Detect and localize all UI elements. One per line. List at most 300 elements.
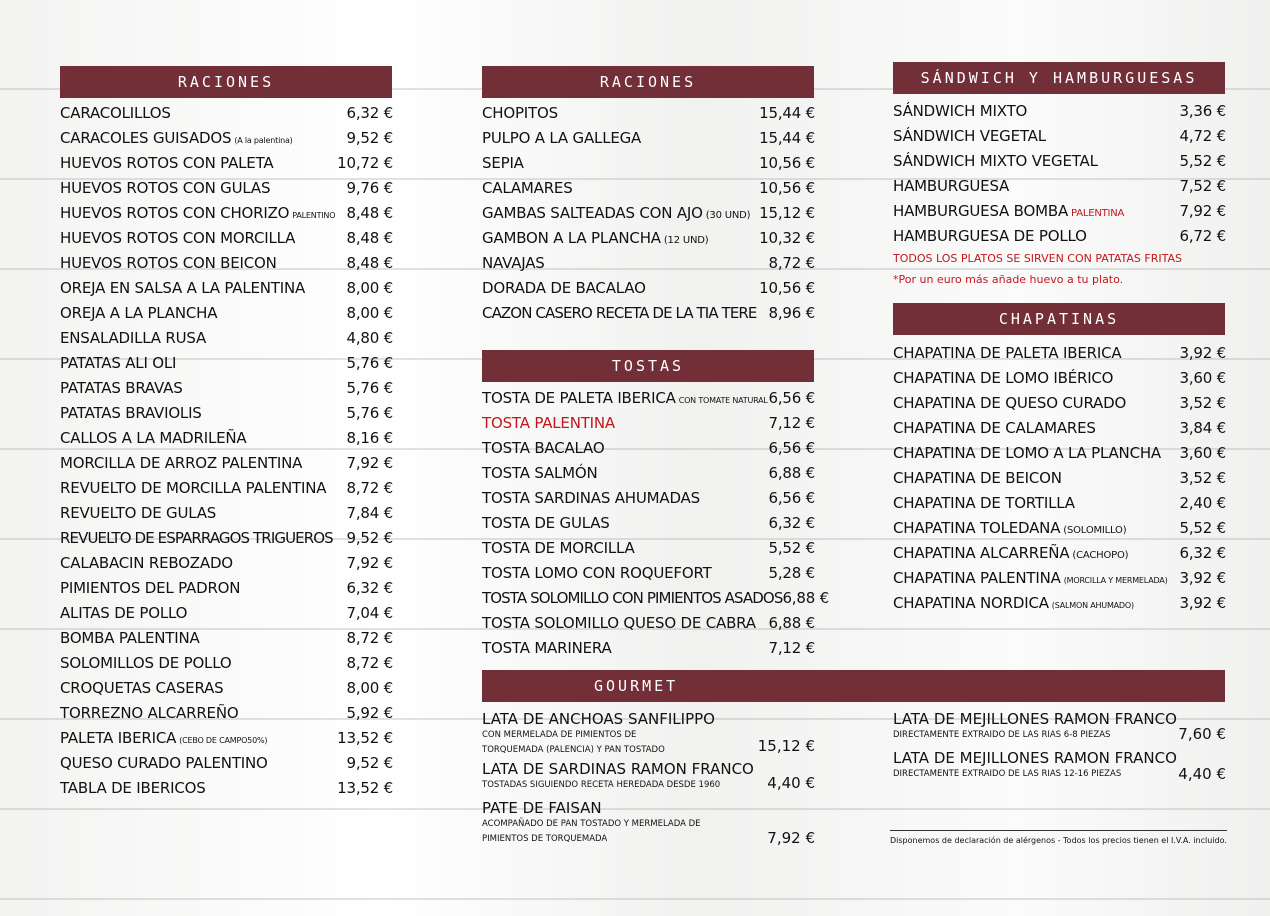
- menu-item: [482, 275, 815, 300]
- gourmet-item-desc: CON MERMELADA DE PIMIENTOS DE TORQUEMADA (PALENCIA) Y PAN TOSTADO: [482, 730, 665, 755]
- menu-item-name-wrap: [60, 404, 202, 422]
- menu-item-name: TOSTA MARINERA: [482, 638, 612, 657]
- menu-item-price: 9,52 €: [346, 528, 393, 547]
- gourmet-item: [482, 799, 815, 851]
- menu-item-name-wrap: [893, 444, 1161, 462]
- menu-item: [60, 125, 393, 150]
- menu-item: [60, 300, 393, 325]
- menu-item-name-wrap: [482, 304, 757, 322]
- menu-item-name-wrap: [60, 679, 223, 697]
- menu-item-name-wrap: [893, 102, 1027, 120]
- menu-item-name-wrap: [60, 554, 233, 572]
- menu-item-name: HUEVOS ROTOS CON BEICON: [60, 253, 277, 272]
- menu-item-name-wrap: [482, 389, 768, 407]
- menu-item-name-wrap: [60, 704, 238, 722]
- menu-item-price: 3,92 €: [1179, 568, 1226, 587]
- gourmet-item-desc: ACOMPAÑADO DE PAN TOSTADO Y MERMELADA DE PIMIENTOS DE TORQUEMADA: [482, 819, 701, 844]
- menu-item-name: TOSTA PALENTINA: [482, 413, 615, 432]
- menu-item-name-wrap: [893, 544, 1128, 562]
- sandwich-list: [893, 98, 1226, 248]
- menu-item: [893, 123, 1226, 148]
- menu-item-name: TOSTA DE PALETA IBERICA: [482, 388, 676, 407]
- menu-item-name-wrap: [482, 539, 635, 557]
- menu-item-name: HAMBURGUESA BOMBA: [893, 201, 1069, 220]
- menu-item-price: 8,72 €: [346, 628, 393, 647]
- menu-item-name: TOSTA BACALAO: [482, 438, 605, 457]
- tostas-list: [482, 385, 829, 660]
- menu-item: [60, 475, 393, 500]
- menu-item-name: OREJA EN SALSA A LA PALENTINA: [60, 278, 306, 297]
- menu-item-name-wrap: [482, 179, 573, 197]
- menu-item: [60, 525, 393, 550]
- menu-item-name: GAMBON A LA PLANCHA: [482, 228, 661, 247]
- menu-item-price: 7,84 €: [346, 503, 393, 522]
- menu-item-name: OREJA A LA PLANCHA: [60, 303, 218, 322]
- menu-item: [60, 200, 393, 225]
- section-header-raciones-1: RACIONES: [60, 66, 392, 98]
- menu-item: [482, 635, 815, 660]
- menu-item-name: CHAPATINA PALENTINA: [893, 568, 1061, 587]
- menu-item: [60, 750, 393, 775]
- menu-item-note: PALENTINO: [292, 210, 336, 220]
- menu-item-name: TOSTA SALMÓN: [482, 463, 598, 482]
- menu-item: [60, 650, 393, 675]
- menu-item-name-wrap: [893, 127, 1046, 145]
- menu-item-price: 8,72 €: [768, 253, 815, 272]
- menu-item-name-wrap: [482, 254, 545, 272]
- gourmet-item: [893, 710, 1226, 744]
- menu-item-name: CHAPATINA TOLEDANA: [893, 518, 1061, 537]
- menu-item-price: 3,52 €: [1179, 468, 1226, 487]
- gourmet-item-price: 4,40 €: [1178, 765, 1226, 783]
- menu-item-name: CHAPATINA DE QUESO CURADO: [893, 393, 1127, 412]
- menu-item: [60, 325, 393, 350]
- menu-item: [893, 465, 1226, 490]
- menu-item-price: 10,72 €: [337, 153, 393, 172]
- menu-item-price: 9,76 €: [346, 178, 393, 197]
- menu-item-name: TORREZNO ALCARREÑO: [60, 703, 239, 722]
- menu-item-price: 3,36 €: [1179, 101, 1226, 120]
- gourmet-item-price: 7,92 €: [767, 829, 815, 847]
- menu-item-price: 6,88 €: [768, 613, 815, 632]
- raciones-2-list: [482, 100, 815, 325]
- menu-item-name: SEPIA: [482, 153, 524, 172]
- menu-item-note: (MORCILLA Y MERMELADA): [1063, 575, 1168, 585]
- menu-item-name-wrap: [60, 604, 187, 622]
- menu-item-price: 10,32 €: [759, 228, 815, 247]
- menu-item-name: CHAPATINA ALCARREÑA: [893, 543, 1070, 562]
- menu-item-name-wrap: [60, 279, 305, 297]
- menu-item-price: 5,76 €: [346, 378, 393, 397]
- menu-item-price: 6,56 €: [768, 488, 815, 507]
- menu-item-name-wrap: [60, 179, 270, 197]
- menu-item: [482, 100, 815, 125]
- menu-item-name-wrap: [60, 354, 176, 372]
- menu-item: [482, 150, 815, 175]
- menu-item-name: GAMBAS SALTEADAS CON AJO: [482, 203, 703, 222]
- menu-item-name: HUEVOS ROTOS CON PALETA: [60, 153, 274, 172]
- menu-item-price: 9,52 €: [346, 128, 393, 147]
- menu-item-name: HUEVOS ROTOS CON GULAS: [60, 178, 271, 197]
- menu-item-name-wrap: [60, 504, 216, 522]
- menu-item-price: 8,00 €: [346, 303, 393, 322]
- section-header-gourmet: [482, 670, 1225, 702]
- menu-item-name: CHAPATINA DE PALETA IBERICA: [893, 343, 1122, 362]
- menu-item: [60, 600, 393, 625]
- menu-item-name: CALAMARES: [482, 178, 573, 197]
- menu-item: [482, 560, 815, 585]
- menu-item-price: 8,96 €: [768, 303, 815, 322]
- menu-item: [60, 375, 393, 400]
- menu-item: [60, 350, 393, 375]
- menu-item-price: 10,56 €: [759, 178, 815, 197]
- menu-item-price: 5,52 €: [768, 538, 815, 557]
- menu-item-price: 6,32 €: [346, 578, 393, 597]
- menu-item-price: 9,52 €: [346, 753, 393, 772]
- menu-item-name-wrap: [893, 344, 1121, 362]
- menu-item-name-wrap: [482, 279, 646, 297]
- menu-item-price: 8,16 €: [346, 428, 393, 447]
- menu-item-price: 3,60 €: [1179, 368, 1226, 387]
- menu-item: [482, 250, 815, 275]
- menu-item-name: PATATAS ALI OLI: [60, 353, 177, 372]
- gourmet-item-name: PATE DE FAISAN: [482, 799, 602, 817]
- gourmet-item-desc: DIRECTAMENTE EXTRAIDO DE LAS RIAS 12-16 PIEZAS: [893, 769, 1122, 779]
- menu-item-price: 5,92 €: [346, 703, 393, 722]
- menu-item: [893, 515, 1226, 540]
- menu-item-price: 6,72 €: [1179, 226, 1226, 245]
- menu-item-name: HUEVOS ROTOS CON CHORIZO: [60, 203, 290, 222]
- menu-item-name-wrap: [60, 479, 326, 497]
- menu-item-price: 5,76 €: [346, 353, 393, 372]
- menu-item-name: NAVAJAS: [482, 253, 545, 272]
- menu-item-note: PALENTINA: [1071, 207, 1125, 219]
- menu-item-name: PATATAS BRAVIOLIS: [60, 403, 202, 422]
- raciones-1-list: [60, 100, 393, 800]
- menu-item-price: 15,44 €: [759, 103, 815, 122]
- menu-item-price: 4,72 €: [1179, 126, 1226, 145]
- menu-item-name-wrap: [482, 414, 615, 432]
- menu-item-price: 7,12 €: [768, 638, 815, 657]
- menu-item-name-wrap: [893, 594, 1134, 612]
- menu-item-name: HUEVOS ROTOS CON MORCILLA: [60, 228, 296, 247]
- section-header-raciones-2: RACIONES: [482, 66, 814, 98]
- menu-item-name-wrap: [482, 204, 750, 222]
- menu-item-name-wrap: [893, 369, 1113, 387]
- menu-item-name: CALABACIN REBOZADO: [60, 553, 233, 572]
- menu-item-name-wrap: [893, 177, 1009, 195]
- menu-item-name: SÁNDWICH MIXTO: [893, 101, 1028, 120]
- menu-item: [893, 490, 1226, 515]
- menu-item-note: (SOLOMILLO): [1063, 524, 1127, 536]
- menu-item: [893, 223, 1226, 248]
- menu-item-name: HAMBURGUESA: [893, 176, 1010, 195]
- menu-item-name: CARACOLES GUISADOS: [60, 128, 232, 147]
- gourmet-item-price: 4,40 €: [767, 774, 815, 792]
- menu-item-name: CHAPATINA DE BEICON: [893, 468, 1062, 487]
- menu-item-price: 3,60 €: [1179, 443, 1226, 462]
- menu-item-note: (12 UND): [663, 234, 709, 246]
- menu-item-name: TOSTA SARDINAS AHUMADAS: [482, 488, 700, 507]
- menu-item: [60, 625, 393, 650]
- menu-item-name: CHAPATINA DE LOMO A LA PLANCHA: [893, 443, 1161, 462]
- menu-item: [482, 435, 815, 460]
- menu-item-name-wrap: [60, 129, 293, 147]
- menu-item-price: 3,92 €: [1179, 343, 1226, 362]
- menu-item: [60, 700, 393, 725]
- menu-item-name: CARACOLILLOS: [60, 103, 171, 122]
- menu-item: [60, 275, 393, 300]
- menu-item: [60, 250, 393, 275]
- menu-item-name-wrap: [482, 154, 524, 172]
- menu-item-name-wrap: [482, 589, 782, 607]
- menu-item: [482, 175, 815, 200]
- menu-item-name: TOSTA SOLOMILLO QUESO DE CABRA: [482, 613, 756, 632]
- menu-item-price: 6,88 €: [768, 463, 815, 482]
- menu-item-name-wrap: [60, 104, 171, 122]
- menu-item-price: 6,56 €: [768, 388, 815, 407]
- menu-item-name: DORADA DE BACALAO: [482, 278, 646, 297]
- menu-item-price: 13,52 €: [337, 778, 393, 797]
- menu-item: [60, 550, 393, 575]
- menu-item-name-wrap: [60, 754, 268, 772]
- menu-item-note: (CACHOPO): [1072, 549, 1129, 561]
- menu-item-name-wrap: [60, 729, 267, 747]
- menu-item: [482, 585, 829, 610]
- menu-item-name-wrap: [60, 779, 206, 797]
- menu-item-price: 8,00 €: [346, 278, 393, 297]
- gourmet-item-desc: DIRECTAMENTE EXTRAIDO DE LAS RIAS 6-8 PIEZAS: [893, 730, 1111, 740]
- menu-item-name-wrap: [60, 429, 247, 447]
- menu-item: [893, 390, 1226, 415]
- menu-item-name: CHAPATINA DE TORTILLA: [893, 493, 1075, 512]
- menu-item-name-wrap: [60, 379, 183, 397]
- menu-item-price: 6,56 €: [768, 438, 815, 457]
- menu-item-name: ENSALADILLA RUSA: [60, 328, 207, 347]
- gourmet-title: GOURMET: [594, 677, 679, 695]
- menu-item-name: QUESO CURADO PALENTINO: [60, 753, 268, 772]
- menu-item: [482, 610, 815, 635]
- menu-item-price: 10,56 €: [759, 278, 815, 297]
- menu-item-name: BOMBA PALENTINA: [60, 628, 200, 647]
- menu-item-name: CAZON CASERO RECETA DE LA TIA TERE: [482, 303, 757, 322]
- menu-item-name-wrap: [60, 454, 302, 472]
- menu-item-price: 8,48 €: [346, 228, 393, 247]
- menu-item-name-wrap: [482, 104, 558, 122]
- menu-item-name-wrap: [60, 254, 277, 272]
- menu-item-name-wrap: [482, 639, 612, 657]
- menu-item-name-wrap: [893, 394, 1126, 412]
- menu-item: [893, 440, 1226, 465]
- menu-item-name: CROQUETAS CASERAS: [60, 678, 224, 697]
- menu-item-name-wrap: [893, 519, 1126, 537]
- menu-item-price: 8,72 €: [346, 478, 393, 497]
- menu-item-price: 15,12 €: [759, 203, 815, 222]
- chapatinas-list: [893, 340, 1226, 615]
- menu-item-price: 6,32 €: [768, 513, 815, 532]
- gourmet-item-desc: TOSTADAS SIGUIENDO RECETA HEREDADA DESDE 1960: [482, 780, 721, 790]
- menu-item: [893, 565, 1226, 590]
- menu-item-note: (SALMON AHUMADO): [1051, 600, 1134, 610]
- menu-item-name-wrap: [482, 464, 598, 482]
- menu-item: [893, 173, 1226, 198]
- menu-item-note: (A la palentina): [234, 135, 293, 145]
- gourmet-item-name: LATA DE SARDINAS RAMON FRANCO: [482, 760, 754, 778]
- menu-item-price: 8,48 €: [346, 203, 393, 222]
- menu-item-name: CHOPITOS: [482, 103, 558, 122]
- menu-item: [893, 98, 1226, 123]
- menu-item: [482, 535, 815, 560]
- menu-item-price: 8,00 €: [346, 678, 393, 697]
- menu-item-name: CALLOS A LA MADRILEÑA: [60, 428, 247, 447]
- menu-item: [482, 200, 815, 225]
- menu-item-name: HAMBURGUESA DE POLLO: [893, 226, 1087, 245]
- menu-item-name: CHAPATINA DE CALAMARES: [893, 418, 1096, 437]
- menu-item: [60, 150, 393, 175]
- menu-item-name-wrap: [60, 529, 333, 547]
- menu-item-name-wrap: [482, 439, 604, 457]
- menu-item-name: ALITAS DE POLLO: [60, 603, 188, 622]
- gourmet-item-price: 7,60 €: [1178, 725, 1226, 743]
- menu-item-name: PATATAS BRAVAS: [60, 378, 183, 397]
- menu-item-name-wrap: [893, 494, 1075, 512]
- menu-item-name: MORCILLA DE ARROZ PALENTINA: [60, 453, 303, 472]
- menu-item-price: 3,52 €: [1179, 393, 1226, 412]
- menu-item-name: CHAPATINA NORDICA: [893, 593, 1049, 612]
- menu-item-name: TOSTA DE GULAS: [482, 513, 610, 532]
- menu-item-price: 15,44 €: [759, 128, 815, 147]
- gourmet-item: [482, 760, 815, 794]
- menu-item-name: PALETA IBERICA: [60, 728, 177, 747]
- menu-item-name-wrap: [60, 154, 273, 172]
- footer-disclaimer: Disponemos de declaración de alérgenos - Todos los precios tienen el I.V.A. incluido.: [890, 836, 1227, 845]
- menu-item: [482, 225, 815, 250]
- menu-item: [60, 225, 393, 250]
- menu-item-price: 7,04 €: [346, 603, 393, 622]
- sandwich-note-fries: TODOS LOS PLATOS SE SIRVEN CON PATATAS FRITAS: [893, 252, 1182, 265]
- section-header-sandwich: SÁNDWICH Y HAMBURGUESAS: [893, 62, 1225, 94]
- menu-item-name-wrap: [482, 229, 708, 247]
- menu-item-name-wrap: [60, 654, 231, 672]
- menu-item-price: 7,52 €: [1179, 176, 1226, 195]
- menu-item: [482, 460, 815, 485]
- gourmet-item-name: LATA DE ANCHOAS SANFILIPPO: [482, 710, 715, 728]
- gourmet-item: [893, 749, 1226, 783]
- menu-item-name-wrap: [60, 329, 206, 347]
- menu-item-name-wrap: [893, 152, 1098, 170]
- menu-item-name: CHAPATINA DE LOMO IBÉRICO: [893, 368, 1114, 387]
- menu-item: [60, 575, 393, 600]
- menu-item-name: REVUELTO DE ESPARRAGOS TRIGUEROS: [60, 528, 333, 547]
- menu-item-name-wrap: [60, 579, 240, 597]
- gourmet-item: [482, 710, 815, 758]
- menu-item-name: REVUELTO DE MORCILLA PALENTINA: [60, 478, 327, 497]
- menu-item: [893, 340, 1226, 365]
- menu-item: [482, 485, 815, 510]
- menu-item: [60, 725, 393, 750]
- menu-item-name: PIMIENTOS DEL PADRON: [60, 578, 241, 597]
- menu-item-price: 3,92 €: [1179, 593, 1226, 612]
- menu-item-price: 5,52 €: [1179, 151, 1226, 170]
- menu-item-name: SÁNDWICH VEGETAL: [893, 126, 1046, 145]
- menu-item-name: TOSTA LOMO CON ROQUEFORT: [482, 563, 712, 582]
- menu-item-name-wrap: [482, 129, 641, 147]
- sandwich-note-egg: *Por un euro más añade huevo a tu plato.: [893, 273, 1124, 286]
- menu-item-name-wrap: [60, 229, 295, 247]
- menu-item: [60, 175, 393, 200]
- menu-item: [893, 540, 1226, 565]
- menu-item-note: (CEBO DE CAMPO50%): [179, 735, 268, 745]
- menu-item-name: REVUELTO DE GULAS: [60, 503, 217, 522]
- menu-item: [482, 410, 815, 435]
- menu-item-price: 3,84 €: [1179, 418, 1226, 437]
- gourmet-item-price: 15,12 €: [757, 737, 815, 755]
- menu-item-name: PULPO A LA GALLEGA: [482, 128, 642, 147]
- menu-item-price: 10,56 €: [759, 153, 815, 172]
- menu-item-name-wrap: [893, 202, 1124, 220]
- menu-item-price: 2,40 €: [1179, 493, 1226, 512]
- menu-item-name: TABLA DE IBERICOS: [60, 778, 206, 797]
- menu-item-name-wrap: [60, 304, 217, 322]
- menu-item: [893, 415, 1226, 440]
- menu-item-name-wrap: [893, 469, 1062, 487]
- menu-item: [893, 148, 1226, 173]
- menu-item: [893, 365, 1226, 390]
- menu-item-price: 7,92 €: [346, 453, 393, 472]
- menu-item-price: 7,92 €: [346, 553, 393, 572]
- menu-item-price: 8,72 €: [346, 653, 393, 672]
- menu-item-price: 5,28 €: [768, 563, 815, 582]
- menu-item-price: 7,92 €: [1179, 201, 1226, 220]
- menu-item: [482, 385, 815, 410]
- menu-item-price: 6,32 €: [346, 103, 393, 122]
- menu-item-name-wrap: [893, 569, 1168, 587]
- section-header-tostas: TOSTAS: [482, 350, 814, 382]
- menu-item: [60, 100, 393, 125]
- menu-item-name-wrap: [60, 204, 335, 222]
- menu-item: [60, 400, 393, 425]
- menu-item-name-wrap: [482, 514, 610, 532]
- menu-item: [60, 675, 393, 700]
- menu-item-price: 6,32 €: [1179, 543, 1226, 562]
- gourmet-item-name: LATA DE MEJILLONES RAMON FRANCO: [893, 749, 1177, 767]
- menu-item-price: 13,52 €: [337, 728, 393, 747]
- menu-item: [482, 510, 815, 535]
- menu-item-name-wrap: [893, 227, 1087, 245]
- menu-item-name-wrap: [482, 614, 756, 632]
- menu-item-name-wrap: [482, 489, 700, 507]
- section-header-chapatinas: CHAPATINAS: [893, 303, 1225, 335]
- menu-item: [482, 300, 815, 325]
- footer-divider: [890, 830, 1227, 831]
- menu-item: [60, 500, 393, 525]
- menu-item: [893, 590, 1226, 615]
- gourmet-item-name: LATA DE MEJILLONES RAMON FRANCO: [893, 710, 1177, 728]
- menu-item-name-wrap: [482, 564, 712, 582]
- menu-item-name-wrap: [893, 419, 1096, 437]
- menu-item-name: SOLOMILLOS DE POLLO: [60, 653, 232, 672]
- menu-item-note: (30 UND): [705, 209, 751, 221]
- menu-item-name-wrap: [60, 629, 200, 647]
- menu-item: [60, 450, 393, 475]
- menu-item-price: 4,80 €: [346, 328, 393, 347]
- menu-item-price: 6,88 €: [782, 588, 829, 607]
- menu-item-name: TOSTA SOLOMILLO CON PIMIENTOS ASADOS: [482, 588, 783, 607]
- menu-item-price: 7,12 €: [768, 413, 815, 432]
- menu-item-name: SÁNDWICH MIXTO VEGETAL: [893, 151, 1098, 170]
- menu-item-price: 8,48 €: [346, 253, 393, 272]
- menu-item: [60, 425, 393, 450]
